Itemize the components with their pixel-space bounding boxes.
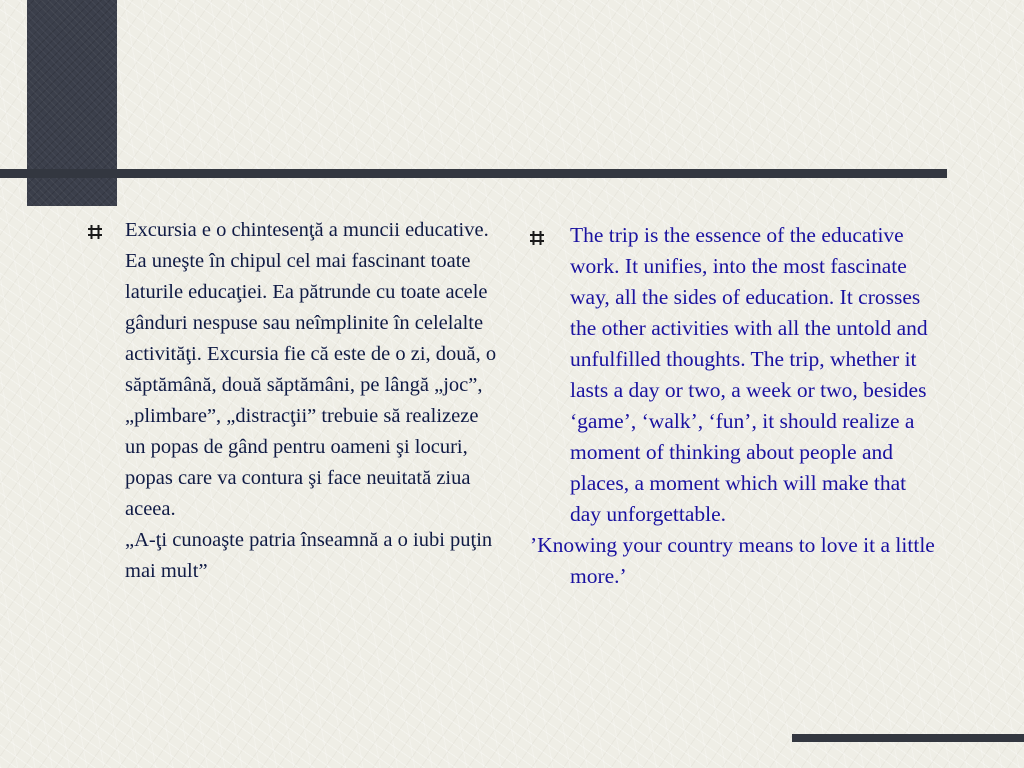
english-text-column (530, 220, 935, 592)
romanian-quote: „A-ţi cunoaşte patria înseamnă a o iubi puţin mai mult” (125, 529, 493, 582)
bottom-horizontal-rule (792, 734, 1024, 742)
hash-bullet-icon (88, 225, 102, 239)
top-horizontal-rule (0, 169, 947, 178)
romanian-text-column (88, 215, 503, 587)
english-bullet-item (530, 220, 935, 530)
romanian-bullet-item (88, 215, 503, 525)
romanian-paragraph: Excursia e o chintesenţă a muncii educative. Ea uneşte în chipul cel mai fascinant toate laturile educaţiei. Ea pătrunde cu toate acele gânduri nespuse sau neîmplinite în celelalte activităţi. Excursia fie că este de o zi, două, o săptămână, două săptămâni, pe lângă „joc”, „plimbare”, „distracţii” trebuie să realizeze un popas de gând pentru oameni şi locuri, popas care va contura şi face neuitată ziua aceea. (125, 219, 497, 520)
english-paragraph: The trip is the essence of the educative work. It unifies, into the most fascinate way, all the sides of education. It crosses the other activities with all the untold and unfulfilled thoughts. The trip, whether it lasts a day or two, a week or two, besides ‘game’, ‘walk’, ‘fun’, it should realize a moment of thinking about people and places, a moment which will make that day unforgettable. (570, 223, 928, 526)
english-quote: ’Knowing your country means to love it a little more.’ (530, 533, 935, 588)
hash-bullet-icon (530, 231, 544, 245)
